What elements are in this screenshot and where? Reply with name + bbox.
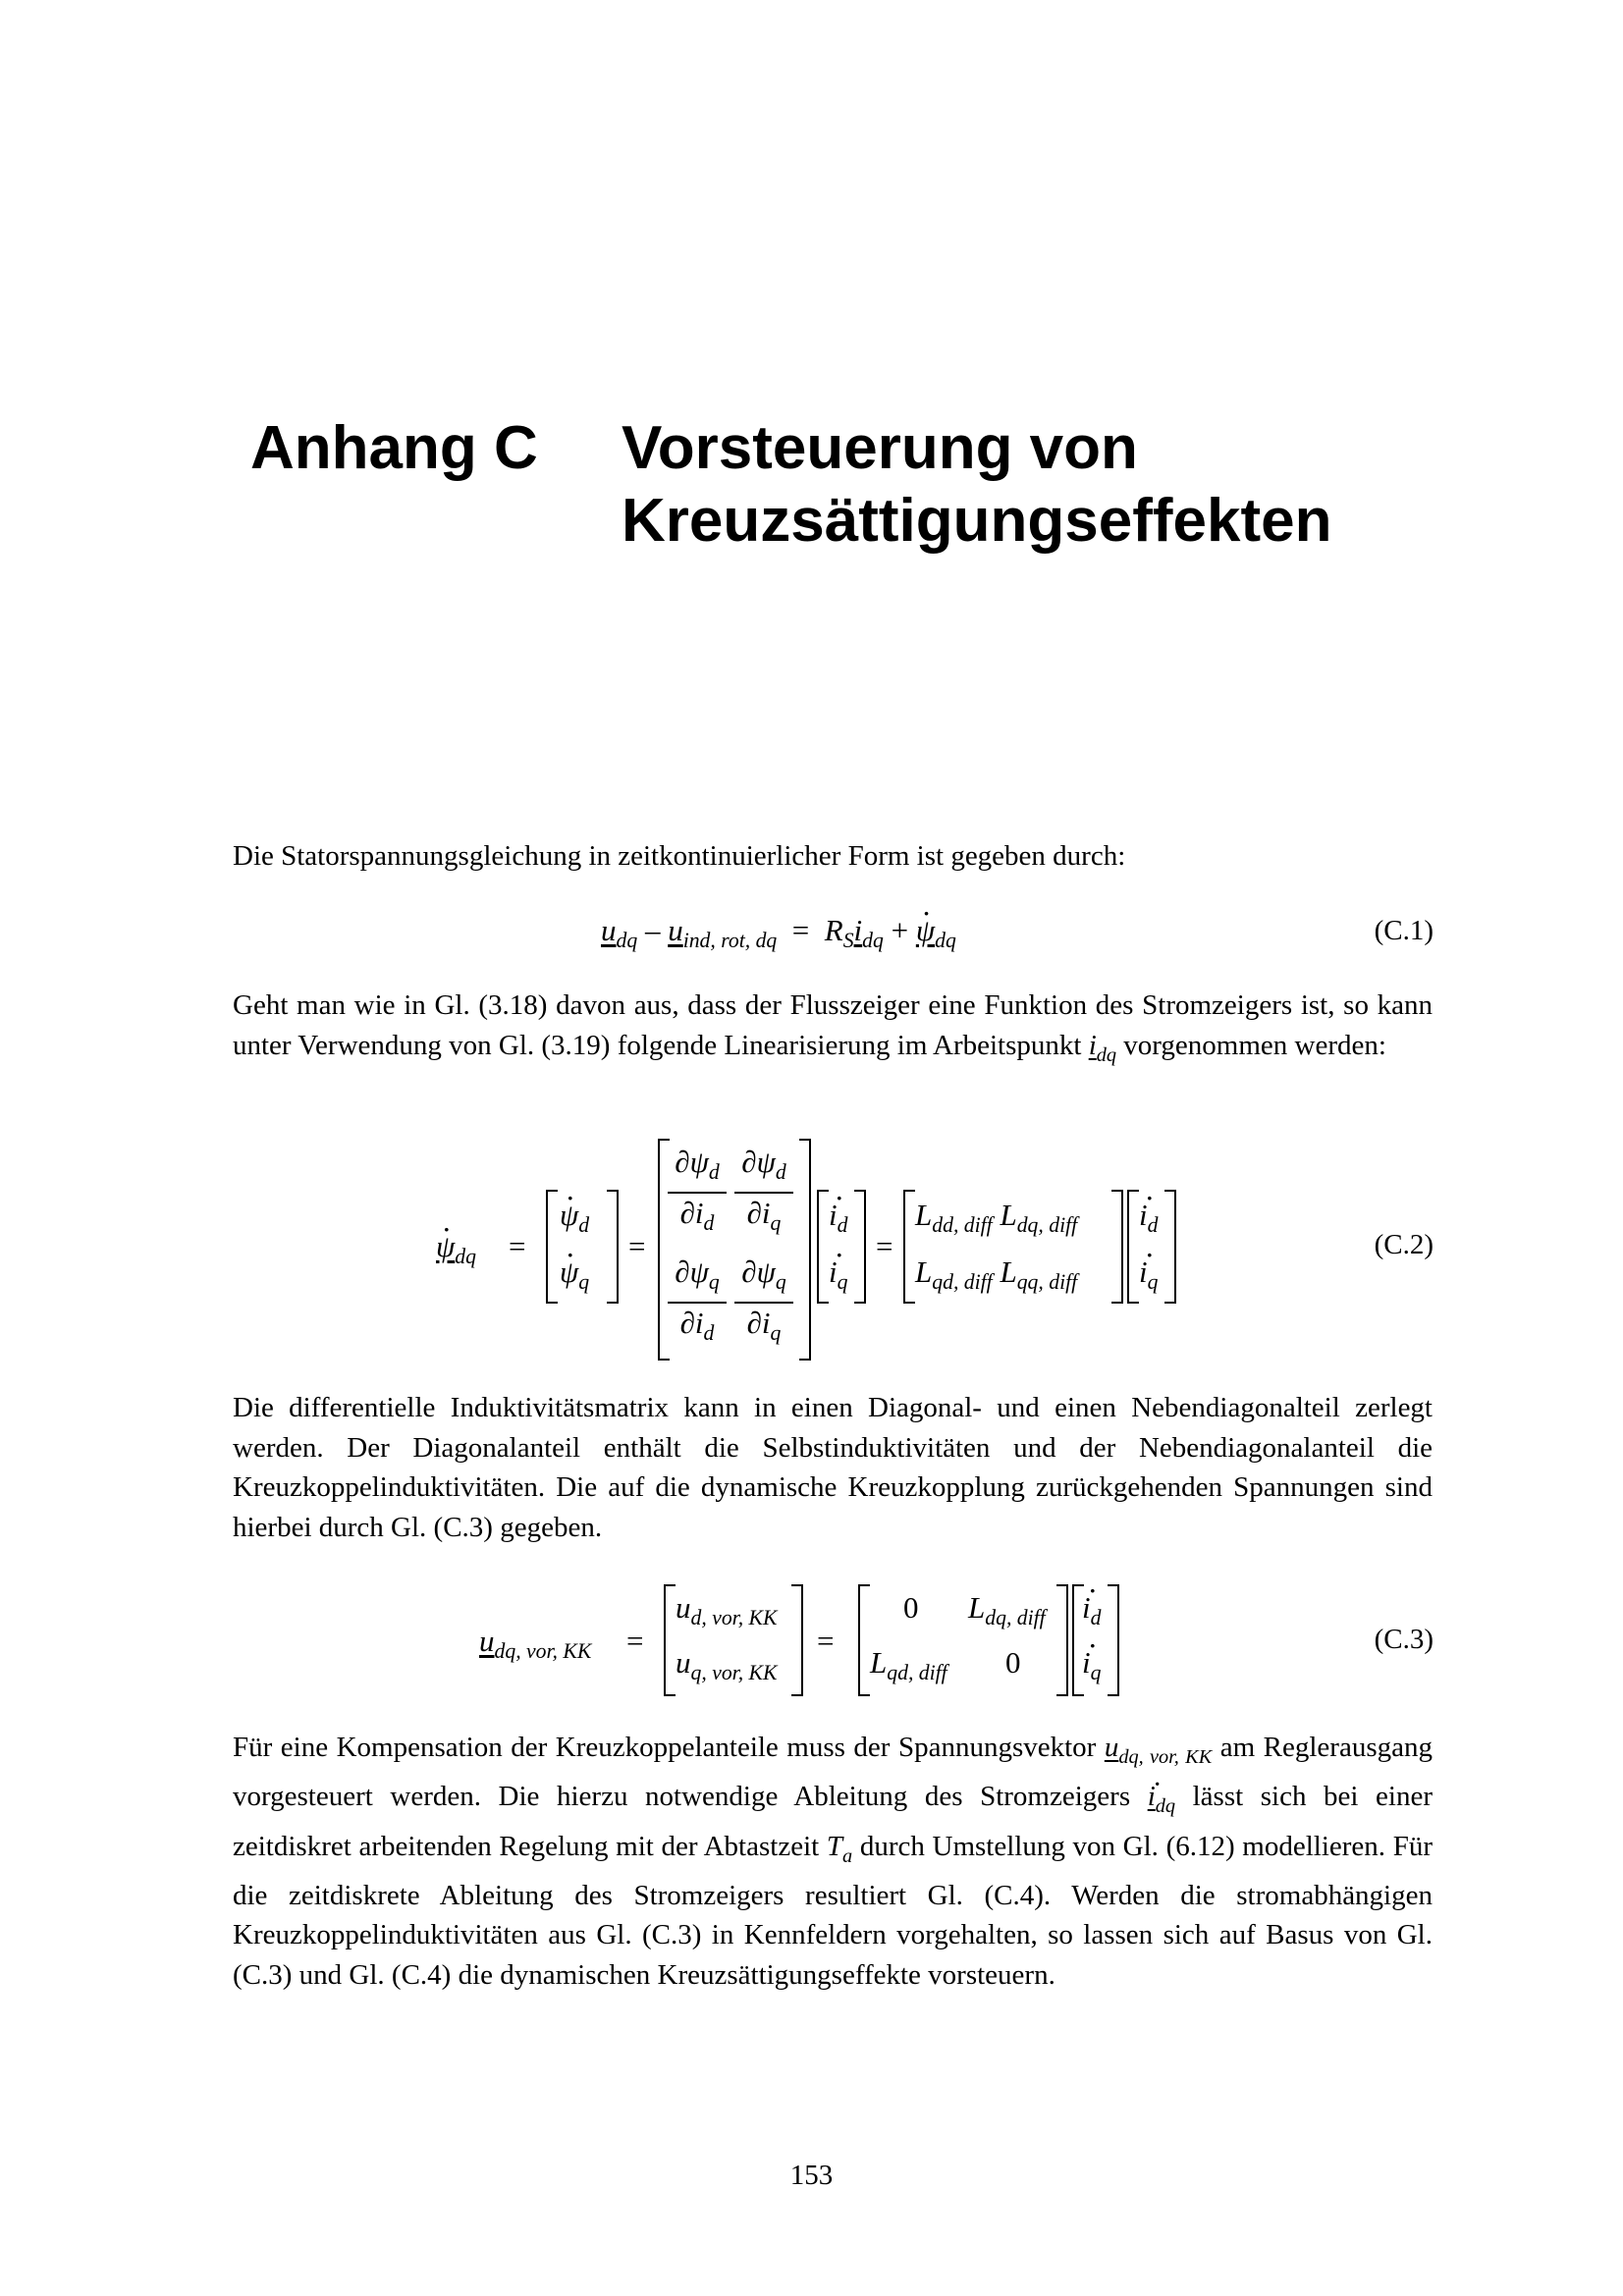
equation-number-c2: (C.2) (1374, 1229, 1434, 1260)
math-t-a: $T_a$ (826, 1830, 853, 1867)
equation-number-c3: (C.3) (1374, 1624, 1434, 1655)
math-i-dq: $i_{dq}$ (1088, 1029, 1117, 1066)
paragraph-4: Für eine Kompensation der Kreuzkoppelanteile muss der Spannungsvektor $u_{dq, vor, KK}$ am Reglerausgang vorgesteuert werden. Die hierzu notwendige Ableitung des Stromzeigers · $i_{dq}$ lässt sich bei einer zeitdiskret arbeitenden Regelung mit der Abtastzeit $T_a$ durch Umstellung von Gl. (6.12) modellieren. Für die zeitdiskrete Ableitung des Stromzeigers resultiert Gl. (C.4). Werden die stromabhängigen Kreuzkoppelinduktivitäten aus Gl. (C.3) in Kennfeldern vorgehalten, so lassen sich auf Basus von Gl. (C.3) und Gl. (C.4) die dynamischen Kreuzsättigungseffekte vorsteuern. (233, 1728, 1433, 1995)
chapter-title (622, 412, 1505, 558)
chapter-title-line1: Vorsteuerung von (622, 414, 1138, 482)
paragraph-1: Die Statorspannungsgleichung in zeitkontinuierlicher Form ist gegeben durch: (233, 840, 1126, 872)
equation-c3: $u_{dq, vor, KK}$ = $u_{d, vor, KK}$ $u_{q, vor, KK}$ = 0 $L_{dq, diff}$ $L_{qd, diff}$ 0 · $i_d$ · $i_q$ (479, 1580, 1127, 1698)
paragraph-2: Geht man wie in Gl. (3.18) davon aus, dass der Flusszeiger eine Funktion des Stromzeigers ist, so kann unter Verwendung von Gl. (3.19) folgende Linearisierung im Arbeitspunkt $i_{dq}$ vorgenommen werden: (233, 989, 1433, 1066)
page-number: 153 (789, 2160, 834, 2191)
paragraph-3: Die differentielle Induktivitätsmatrix kann in einen Diagonal- und einen Nebendiagonalteil zerlegt werden. Der Diagonalanteil enthält die Selbstinduktivitäten und der Nebendiagonalanteil die Kreuzkoppelinduktivitäten. Die auf die dynamische Kreuzkopplung zurückgehenden Spannungen sind hierbei durch Gl. (C.3) gegeben. (233, 1392, 1433, 1543)
equation-number-c1: (C.1) (1374, 915, 1434, 946)
chapter-label: Anhang C (250, 414, 538, 482)
chapter-title-line2: Kreuzsättigungseffekten (622, 487, 1332, 555)
equation-c1: $u_{dq} - u_{ind, rot, dq} = R_Si_{dq}$ + · $\psi_{dq}$ (601, 913, 956, 953)
math-i-dq-dot: · $i_{dq}$ (1148, 1781, 1175, 1812)
math-u-dq-vor-kk: $u_{dq, vor, KK}$ (1104, 1732, 1213, 1768)
equation-c2: · $\psi_{dq}$ = · $\psi_d$ · $\psi_q$ = $\partial\psi_d$ $\partial i_d$ $\partial\psi_d$ $\partial i_q$ $\partial\psi_q$ $\partial i_d$ $\partial\psi_q$ $\partial i_q$ · $i_d$ · $i_q$ = $L_{dd, diff}$ $L_{dq, diff}$ $L_{qd, diff}$ $L_{qq, diff}$ · $i_d$ · $i_q$ (422, 1139, 1168, 1364)
